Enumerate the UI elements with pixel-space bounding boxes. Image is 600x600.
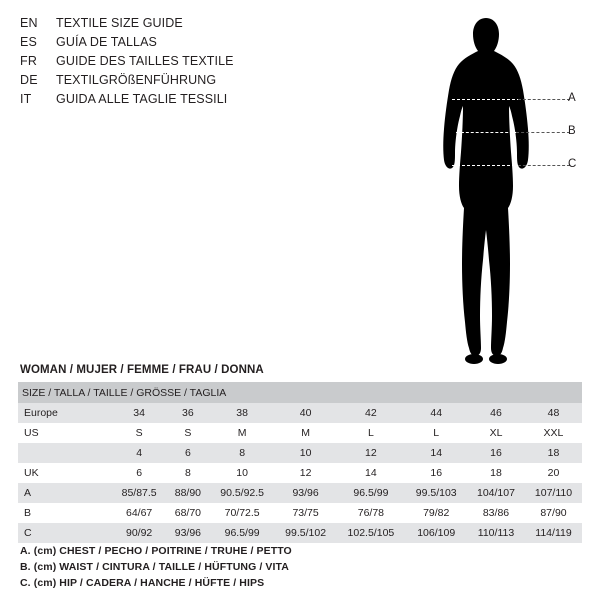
cell: 10 — [209, 463, 274, 483]
footnote-a: A. (cm) CHEST / PECHO / POITRINE / TRUHE / PETTO — [20, 545, 292, 557]
cell: 73/75 — [275, 503, 337, 523]
measure-label-a: A — [568, 92, 576, 104]
cell: 8 — [209, 443, 274, 463]
title-block — [20, 14, 380, 109]
row-label-b: B — [18, 503, 112, 523]
row-label-europe: Europe — [18, 403, 112, 423]
measure-line-a-outer — [518, 99, 570, 100]
cell: 99.5/103 — [405, 483, 467, 503]
cell: S — [112, 423, 166, 443]
cell: 14 — [336, 463, 405, 483]
table-row — [18, 523, 582, 543]
title-row-fr — [20, 52, 380, 71]
cell: 114/119 — [525, 523, 582, 543]
size-table — [18, 382, 582, 543]
table-row — [18, 483, 582, 503]
footnote-c: C. (cm) HIP / CADERA / HANCHE / HÜFTE / HIPS — [20, 577, 265, 589]
measure-label-c: C — [568, 158, 577, 170]
cell: 93/96 — [166, 523, 209, 543]
table-row — [18, 403, 582, 423]
cell: 12 — [336, 443, 405, 463]
cell: XL — [467, 423, 525, 443]
cell: 68/70 — [166, 503, 209, 523]
cell: M — [209, 423, 274, 443]
cell: 79/82 — [405, 503, 467, 523]
title-text-de: TEXTILGRÖßENFÜHRUNG — [56, 73, 217, 87]
cell: 20 — [525, 463, 582, 483]
cell: 107/110 — [525, 483, 582, 503]
cell: 4 — [112, 443, 166, 463]
measure-label-b: B — [568, 125, 576, 137]
cell: 44 — [405, 403, 467, 423]
table-row — [18, 443, 582, 463]
cell: 40 — [275, 403, 337, 423]
cell: 87/90 — [525, 503, 582, 523]
title-row-en — [20, 14, 380, 33]
measure-line-b-inner — [456, 132, 518, 133]
cell: 110/113 — [467, 523, 525, 543]
title-text-es: GUÍA DE TALLAS — [56, 35, 157, 49]
cell: 16 — [467, 443, 525, 463]
cell: XXL — [525, 423, 582, 443]
woman-silhouette-figure — [400, 10, 590, 370]
cell: 6 — [166, 443, 209, 463]
footnote-b: B. (cm) WAIST / CINTURA / TAILLE / HÜFTUNG / VITA — [20, 561, 289, 573]
cell: 12 — [275, 463, 337, 483]
woman-silhouette-icon — [400, 10, 590, 370]
cell: 48 — [525, 403, 582, 423]
cell: 70/72.5 — [209, 503, 274, 523]
cell: S — [166, 423, 209, 443]
title-text-fr: GUIDE DES TAILLES TEXTILE — [56, 54, 234, 68]
cell: 36 — [166, 403, 209, 423]
measure-line-c-inner — [452, 165, 520, 166]
language-code-en: EN — [20, 16, 38, 30]
cell: 83/86 — [467, 503, 525, 523]
measure-line-c-outer — [518, 165, 570, 166]
table-row — [18, 503, 582, 523]
cell: 102.5/105 — [336, 523, 405, 543]
table-header-row — [18, 382, 582, 403]
section-label-woman: WOMAN / MUJER / FEMME / FRAU / DONNA — [20, 364, 264, 376]
cell: 76/78 — [336, 503, 405, 523]
language-code-it: IT — [20, 92, 32, 106]
row-label-c: C — [18, 523, 112, 543]
cell: 6 — [112, 463, 166, 483]
language-code-fr: FR — [20, 54, 38, 68]
table-header-cell: SIZE / TALLA / TAILLE / GRÖSSE / TAGLIA — [18, 382, 582, 403]
cell: 8 — [166, 463, 209, 483]
row-label-us: US — [18, 423, 112, 443]
cell: 64/67 — [112, 503, 166, 523]
cell: 14 — [405, 443, 467, 463]
footnotes — [20, 543, 580, 591]
cell: 18 — [525, 443, 582, 463]
cell: 90.5/92.5 — [209, 483, 274, 503]
cell: 104/107 — [467, 483, 525, 503]
cell: M — [275, 423, 337, 443]
cell: 96.5/99 — [336, 483, 405, 503]
cell: 10 — [275, 443, 337, 463]
cell: 96.5/99 — [209, 523, 274, 543]
cell: 42 — [336, 403, 405, 423]
measure-line-a-inner — [452, 99, 520, 100]
cell: 34 — [112, 403, 166, 423]
cell: 88/90 — [166, 483, 209, 503]
title-row-es — [20, 33, 380, 52]
row-label-uk: UK — [18, 463, 112, 483]
cell: 93/96 — [275, 483, 337, 503]
row-label-us-numeric — [18, 443, 112, 463]
cell: 106/109 — [405, 523, 467, 543]
language-code-es: ES — [20, 35, 38, 49]
cell: 16 — [405, 463, 467, 483]
table-row — [18, 423, 582, 443]
language-code-de: DE — [20, 73, 38, 87]
cell: 85/87.5 — [112, 483, 166, 503]
cell: L — [336, 423, 405, 443]
cell: L — [405, 423, 467, 443]
title-text-it: GUIDA ALLE TAGLIE TESSILI — [56, 92, 228, 106]
cell: 99.5/102 — [275, 523, 337, 543]
cell: 90/92 — [112, 523, 166, 543]
cell: 38 — [209, 403, 274, 423]
measure-line-b-outer — [516, 132, 570, 133]
size-table-wrapper — [18, 382, 582, 543]
title-text-en: TEXTILE SIZE GUIDE — [56, 16, 183, 30]
row-label-a: A — [18, 483, 112, 503]
cell: 18 — [467, 463, 525, 483]
cell: 46 — [467, 403, 525, 423]
title-row-de — [20, 71, 380, 90]
table-row — [18, 463, 582, 483]
title-row-it — [20, 90, 380, 109]
